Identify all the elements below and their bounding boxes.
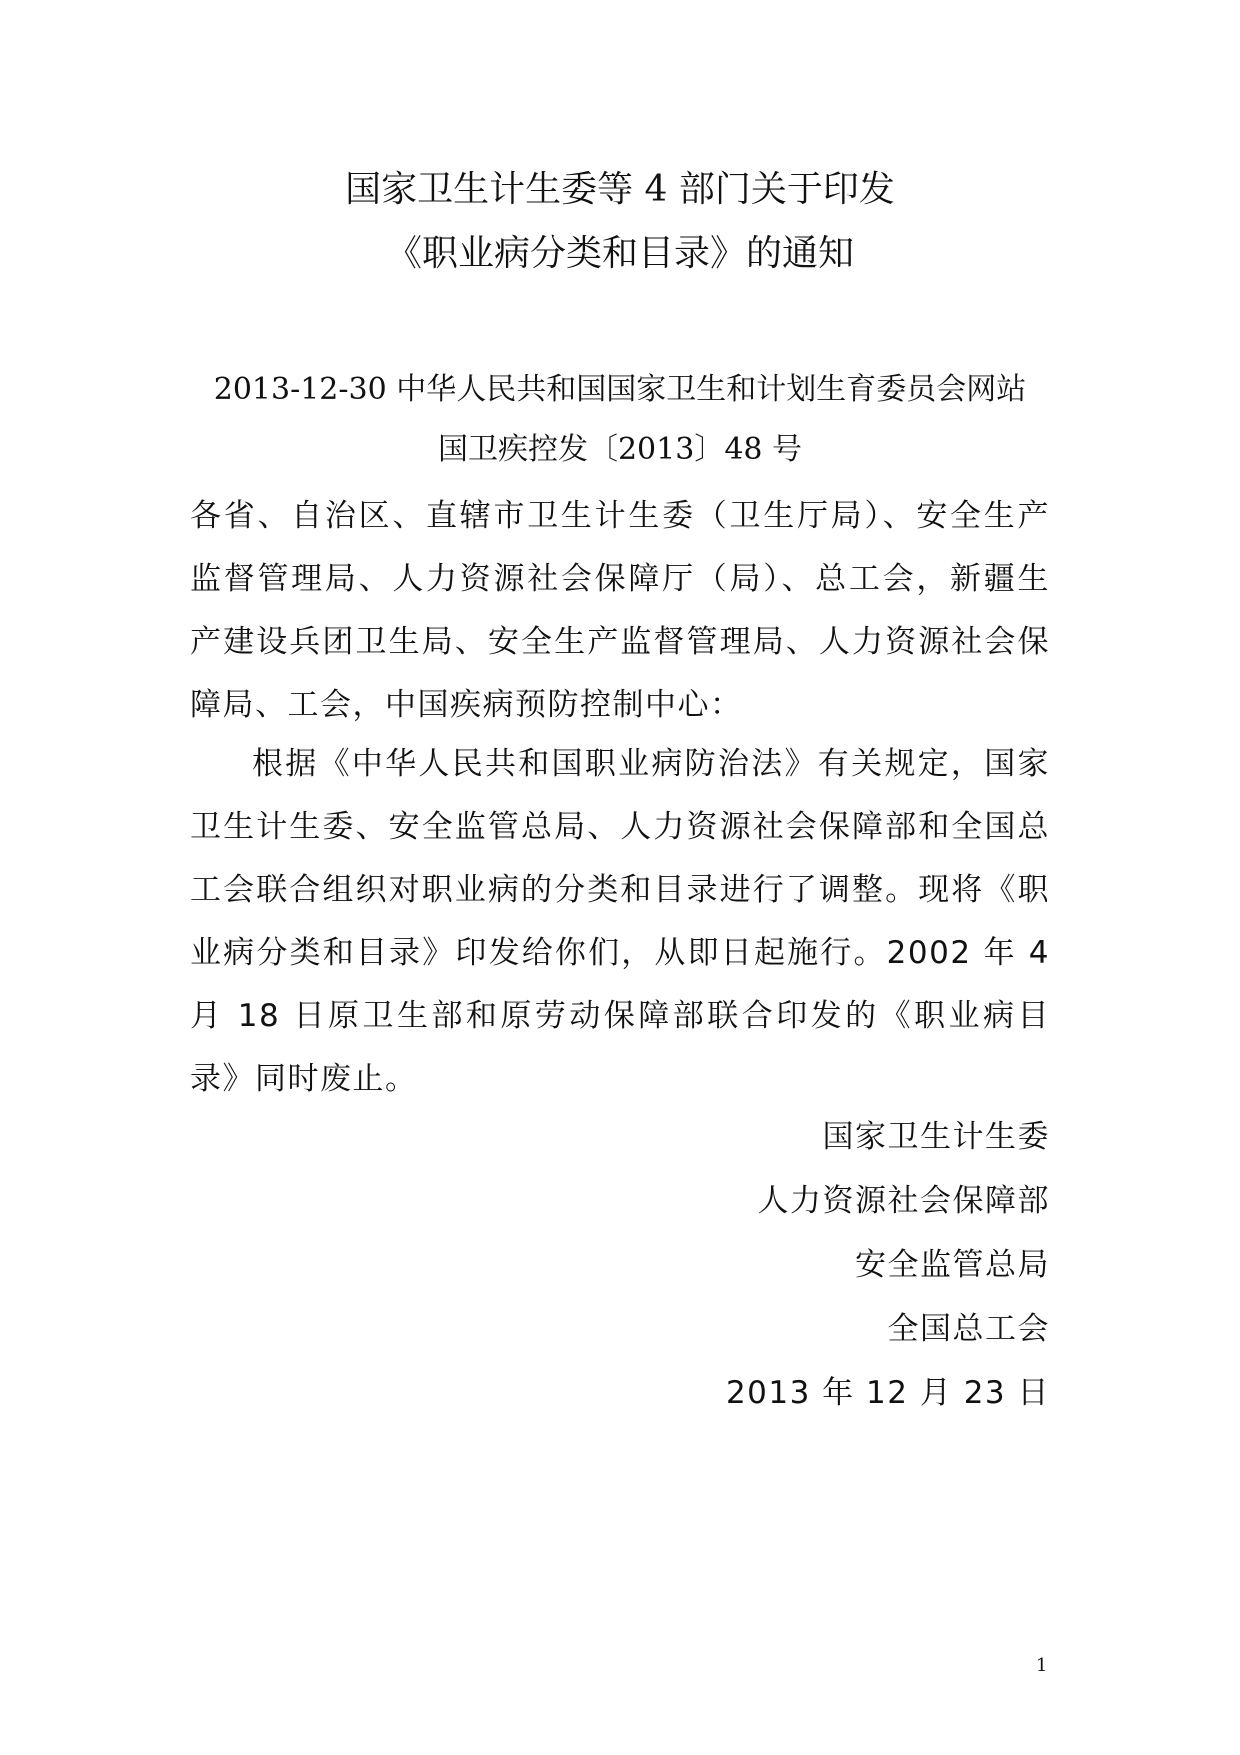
document-number: 国卫疾控发〔2013〕48 号 — [437, 432, 803, 467]
signatory-4: 全国总工会 — [887, 1311, 1050, 1347]
signatory-2: 人力资源社会保障部 — [757, 1183, 1050, 1219]
signature-block — [726, 1105, 1050, 1425]
body-paragraph: 根据《中华人民共和国职业病防治法》有关规定，国家卫生计生委、安全监管总局、人力资源社会保障部和全国总工会联合组织对职业病的分类和目录进行了调整。现将《职业病分类和目录》印发给你们，从即日起施行。2002 年 4 月 18 日原卫生部和原劳动保障部联合印发的《职业病目录》同时废止。 — [190, 746, 1050, 1097]
signatory-3: 安全监管总局 — [855, 1247, 1050, 1283]
source-line: 2013-12-30 中华人民共和国国家卫生和计划生育委员会网站 — [213, 372, 1027, 407]
signatory-1: 国家卫生计生委 — [822, 1119, 1050, 1155]
page-number: 1 — [1036, 1655, 1048, 1676]
title-line-1: 国家卫生计生委等 4 部门关于印发 — [345, 169, 895, 210]
document-title — [0, 158, 1240, 286]
title-line-2: 《职业病分类和目录》的通知 — [385, 233, 854, 274]
signing-date: 2013 年 12 月 23 日 — [725, 1375, 1050, 1411]
recipients-paragraph: 各省、自治区、直辖市卫生计生委（卫生厅局）、安全生产监督管理局、人力资源社会保障厅（局）、总工会，新疆生产建设兵团卫生局、安全生产监督管理局、人力资源社会保障局、工会，中国疾病预防控制中心： — [190, 498, 1050, 723]
